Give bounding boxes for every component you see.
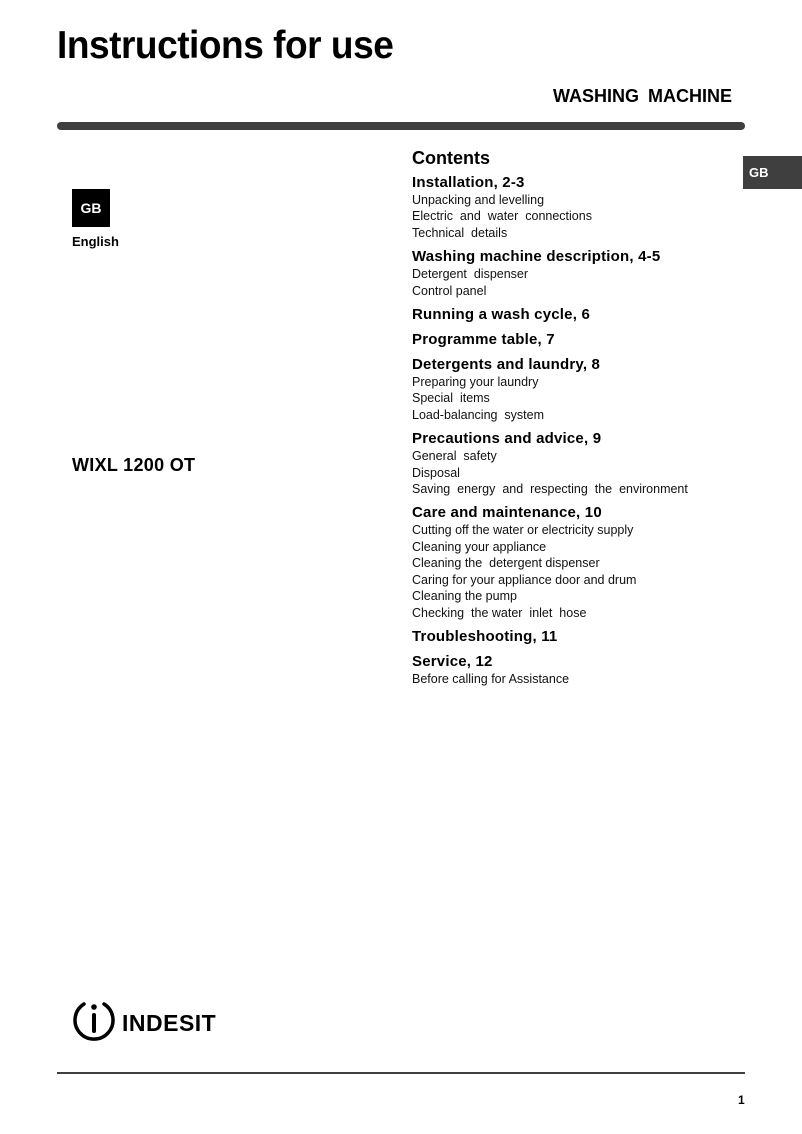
section-item: Cleaning the detergent dispenser	[412, 556, 600, 571]
document-subtitle: WASHING MACHINE	[553, 86, 732, 106]
section-title: Precautions and advice, 9	[412, 430, 602, 448]
section-item: Control panel	[412, 283, 487, 298]
section-item: Disposal	[412, 465, 460, 480]
contents-section	[412, 306, 752, 324]
contents-section	[412, 331, 752, 349]
section-title: Programme table, 7	[412, 331, 555, 349]
header-divider	[57, 122, 745, 130]
contents-section	[412, 174, 752, 241]
power-i-icon	[72, 998, 116, 1042]
section-item: Special items	[412, 391, 490, 406]
section-title: Detergents and laundry, 8	[412, 356, 601, 374]
contents-section	[412, 628, 752, 646]
page-number: 1	[738, 1093, 745, 1107]
section-item: Cleaning the pump	[412, 589, 517, 604]
section-item: Cutting off the water or electricity supply	[412, 523, 634, 538]
contents-heading: Contents	[412, 148, 490, 168]
section-item: General safety	[412, 449, 497, 464]
section-title: Troubleshooting, 11	[412, 627, 558, 645]
contents-section	[412, 356, 752, 423]
table-of-contents	[412, 148, 752, 694]
footer-divider	[57, 1072, 745, 1074]
section-title: Running a wash cycle, 6	[412, 306, 590, 324]
section-item: Before calling for Assistance	[412, 671, 570, 686]
section-title: Service, 12	[412, 652, 493, 670]
section-title: Installation, 2-3	[412, 174, 525, 191]
section-item: Cleaning your appliance	[412, 539, 547, 554]
section-item: Electric and water connections	[412, 209, 592, 224]
section-item: Saving energy and respecting the environment	[412, 482, 688, 497]
section-item: Preparing your laundry	[412, 375, 539, 390]
section-item: Load-balancing system	[412, 407, 545, 422]
model-number: WIXL 1200 OT	[72, 455, 196, 475]
language-code-badge: GB	[72, 189, 110, 227]
contents-section	[412, 430, 752, 497]
section-item: Caring for your appliance door and drum	[412, 572, 637, 587]
section-title: Washing machine description, 4-5	[412, 248, 661, 266]
contents-section	[412, 248, 752, 299]
brand-name: indesit	[122, 1001, 217, 1038]
section-item: Detergent dispenser	[412, 267, 529, 282]
language-tab: GB	[743, 156, 802, 189]
contents-section	[412, 653, 752, 687]
section-item: Technical details	[412, 225, 508, 240]
document-title: Instructions for use	[57, 24, 394, 67]
language-name: English	[72, 234, 119, 249]
section-item: Unpacking and levelling	[412, 193, 545, 207]
section-item: Checking the water inlet hose	[412, 605, 587, 620]
contents-section	[412, 504, 752, 620]
section-title: Care and maintenance, 10	[412, 504, 602, 522]
indesit-logo	[72, 998, 216, 1042]
